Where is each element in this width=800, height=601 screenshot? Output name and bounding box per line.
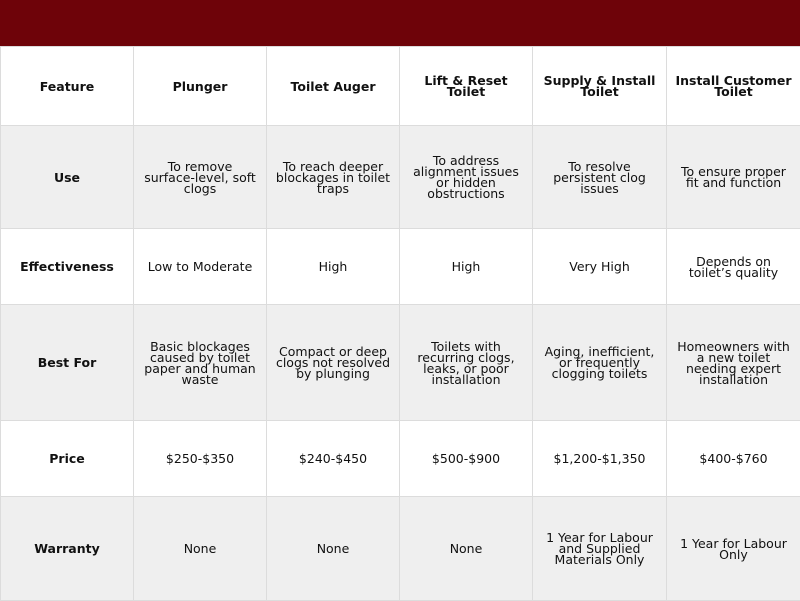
- table-cell: 1 Year for Labour and Supplied Materials Only: [533, 497, 667, 601]
- header-feature: Feature: [1, 47, 134, 126]
- table-cell: Aging, inefficient, or frequently clogging toilets: [533, 305, 667, 421]
- table-cell: To reach deeper blockages in toilet traps: [267, 126, 400, 229]
- header-install-customer: Install Customer Toilet: [667, 47, 800, 126]
- table-cell: To address alignment issues or hidden obstructions: [400, 126, 533, 229]
- table-cell: None: [134, 497, 267, 601]
- row-label: Use: [1, 126, 134, 229]
- table-header-row: [1, 47, 800, 126]
- table-cell: Homeowners with a new toilet needing expert installation: [667, 305, 800, 421]
- table-row-best-for: [1, 305, 800, 421]
- table-cell: Basic blockages caused by toilet paper and human waste: [134, 305, 267, 421]
- row-label: Best For: [1, 305, 134, 421]
- header-toilet-auger: Toilet Auger: [267, 47, 400, 126]
- table-cell: Very High: [533, 229, 667, 305]
- table-row-use: [1, 126, 800, 229]
- table-cell: $240-$450: [267, 421, 400, 497]
- row-label: Effectiveness: [1, 229, 134, 305]
- header-bar: [0, 0, 800, 46]
- table-cell: 1 Year for Labour Only: [667, 497, 800, 601]
- header-supply-install: Supply & Install Toilet: [533, 47, 667, 126]
- row-label: Warranty: [1, 497, 134, 601]
- comparison-table: [0, 46, 800, 601]
- table-cell: High: [267, 229, 400, 305]
- header-lift-reset: Lift & Reset Toilet: [400, 47, 533, 126]
- table-cell: $400-$760: [667, 421, 800, 497]
- table-row-price: [1, 421, 800, 497]
- table-cell: None: [400, 497, 533, 601]
- table-cell: High: [400, 229, 533, 305]
- table-cell: Depends on toilet’s quality: [667, 229, 800, 305]
- table-cell: $250-$350: [134, 421, 267, 497]
- table-cell: To resolve persistent clog issues: [533, 126, 667, 229]
- header-plunger: Plunger: [134, 47, 267, 126]
- table-row-warranty: [1, 497, 800, 601]
- table-row-effectiveness: [1, 229, 800, 305]
- table-cell: Compact or deep clogs not resolved by plunging: [267, 305, 400, 421]
- table-cell: To remove surface-level, soft clogs: [134, 126, 267, 229]
- row-label: Price: [1, 421, 134, 497]
- table-cell: To ensure proper fit and function: [667, 126, 800, 229]
- table-cell: None: [267, 497, 400, 601]
- table-cell: $500-$900: [400, 421, 533, 497]
- table-cell: Low to Moderate: [134, 229, 267, 305]
- table-cell: $1,200-$1,350: [533, 421, 667, 497]
- table-cell: Toilets with recurring clogs, leaks, or poor installation: [400, 305, 533, 421]
